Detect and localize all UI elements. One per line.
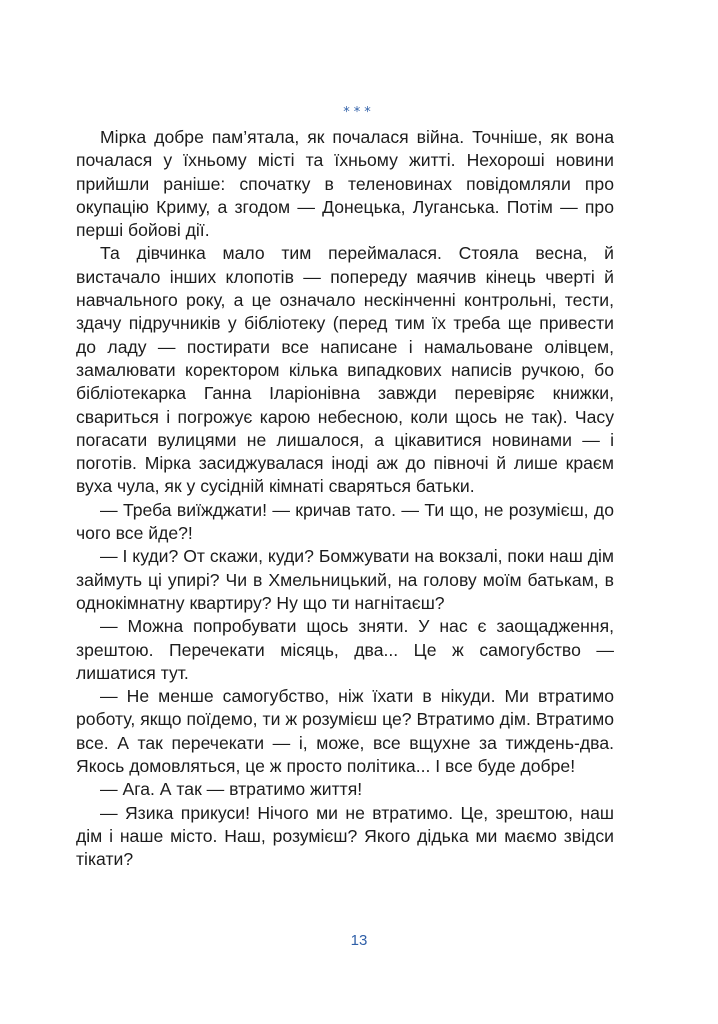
paragraph: Та дівчинка мало тим переймалася. Стояла весна, й вистачало інших клопотів — попереду маячив кінець чверті й навчального року, а це означало нескінченні контрольні, тести, здачу підручників у бібліотеку (перед тим їх треба ще привести до ладу — постирати все написане і намальоване олівцем, замалювати коректором кілька випадкових написів ручкою, бо бібліотекарка Ганна Іларіонівна завжди перевіряє книжки, свариться і погрожує карою небесною, коли щось не так). Часу погасати вулицями не лишалося, а цікавитися новинами — і поготів. Мірка засиджувалася іноді аж до півночі й лише краєм вуха чула, як у сусідній кімнаті сваряться батьки. xyxy=(76,243,614,497)
paragraph: — Можна попробувати щось зняти. У нас є заощадження, зрештою. Перечекати місяць, два... Це ж самогубство — лишатися тут. xyxy=(76,616,614,683)
body-text xyxy=(76,126,614,872)
paragraph: — Язика прикуси! Нічого ми не втратимо. Це, зрештою, наш дім і наше місто. Наш, розумієш? Якого дідька ми маємо звідси тікати? xyxy=(76,802,614,870)
paragraph: Мірка добре пам’ятала, як почалася війна. Точніше, як вона почалася у їхньому місті та їхньому житті. Нехороші новини прийшли раніше: спочатку в теленовинах повідомляли про окупацію Криму, а згодом — Донецька, Луганська. Потім — про перші бойові дії. xyxy=(76,127,614,241)
paragraph: — Треба виїжджати! — кричав тато. — Ти що, не розумієш, до чого все йде?! xyxy=(76,499,614,544)
page-number: 13 xyxy=(350,932,368,949)
section-separator: *** xyxy=(343,105,375,120)
paragraph: — І куди? От скажи, куди? Бомжувати на вокзалі, поки наш дім займуть ці упирі? Чи в Хмельницький, на голову моїм батькам, в однокімнатну квартиру? Ну що ти нагнітаєш? xyxy=(76,546,614,613)
paragraph: — Ага. А так — втратимо життя! xyxy=(100,779,363,800)
paragraph: — Не менше самогубство, ніж їхати в нікуди. Ми втратимо роботу, якщо поїдемо, ти ж розумієш це? Втратимо дім. Втратимо все. А так перечекати — і, може, все вщухне за тиждень-два. Якось домовляться, це ж просто політика... І все буде добре! xyxy=(76,686,614,777)
